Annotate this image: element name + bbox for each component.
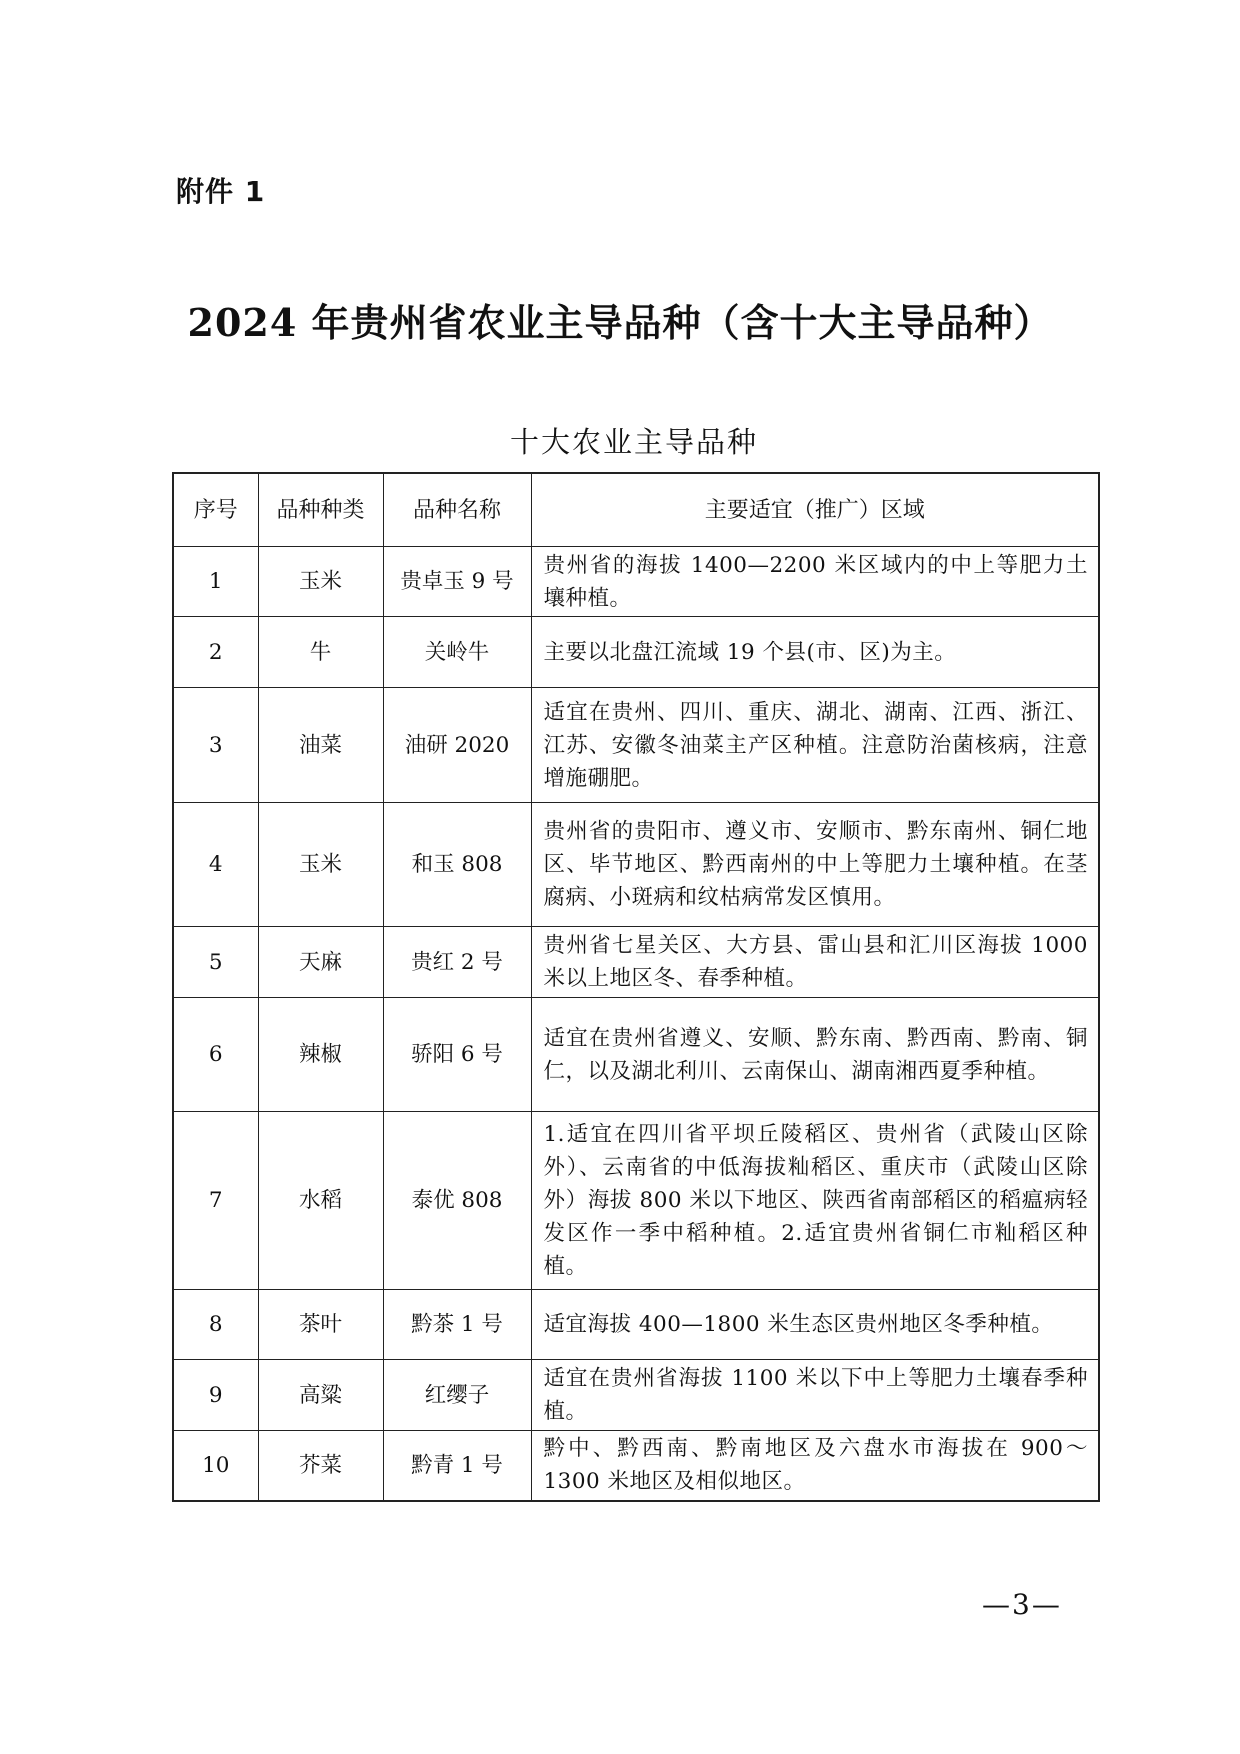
- page-number: —3—: [982, 1588, 1062, 1621]
- table-row: [173, 1112, 1099, 1290]
- cell-serial-number: 9: [173, 1360, 258, 1431]
- table-row: [173, 1360, 1099, 1431]
- cell-variety-category: 辣椒: [258, 998, 383, 1112]
- cell-variety-name: 红缨子: [383, 1360, 531, 1431]
- cell-variety-name: 贵卓玉 9 号: [383, 547, 531, 617]
- cell-serial-number: 8: [173, 1290, 258, 1360]
- cell-serial-number: 6: [173, 998, 258, 1112]
- cell-variety-name: 骄阳 6 号: [383, 998, 531, 1112]
- cell-serial-number: 5: [173, 927, 258, 998]
- cell-variety-name: 油研 2020: [383, 688, 531, 803]
- table-title: 十大农业主导品种: [509, 425, 758, 459]
- table-row: [173, 998, 1099, 1112]
- header-variety-category: 品种种类: [258, 473, 383, 547]
- cell-variety-name: 贵红 2 号: [383, 927, 531, 998]
- varieties-table: [172, 472, 1100, 1502]
- cell-variety-category: 水稻: [258, 1112, 383, 1290]
- table-row: [173, 617, 1099, 688]
- cell-variety-category: 茶叶: [258, 1290, 383, 1360]
- cell-variety-category: 芥菜: [258, 1431, 383, 1501]
- cell-variety-name: 黔青 1 号: [383, 1431, 531, 1501]
- cell-suitable-area: 贵州省七星关区、大方县、雷山县和汇川区海拔 1000 米以上地区冬、春季种植。: [531, 927, 1099, 998]
- cell-suitable-area: 贵州省的海拔 1400—2200 米区域内的中上等肥力土壤种植。: [531, 547, 1099, 617]
- table-row: [173, 927, 1099, 998]
- cell-suitable-area: 适宜海拔 400—1800 米生态区贵州地区冬季种植。: [531, 1290, 1099, 1360]
- header-suitable-area: 主要适宜（推广）区域: [531, 473, 1099, 547]
- cell-variety-category: 油菜: [258, 688, 383, 803]
- cell-suitable-area: 适宜在贵州省海拔 1100 米以下中上等肥力土壤春季种植。: [531, 1360, 1099, 1431]
- cell-suitable-area: 适宜在贵州、四川、重庆、湖北、湖南、江西、浙江、江苏、安徽冬油菜主产区种植。注意防治菌核病，注意增施硼肥。: [531, 688, 1099, 803]
- table-row: [173, 1431, 1099, 1501]
- attachment-label: 附件 1: [176, 175, 266, 208]
- cell-variety-category: 牛: [258, 617, 383, 688]
- cell-serial-number: 1: [173, 547, 258, 617]
- cell-suitable-area: 1.适宜在四川省平坝丘陵稻区、贵州省（武陵山区除外）、云南省的中低海拔籼稻区、重庆市（武陵山区除外）海拔 800 米以下地区、陕西省南部稻区的稻瘟病轻发区作一季中稻种植。2.适宜贵州省铜仁市籼稻区种植。: [531, 1112, 1099, 1290]
- cell-serial-number: 3: [173, 688, 258, 803]
- cell-serial-number: 10: [173, 1431, 258, 1501]
- cell-variety-category: 玉米: [258, 547, 383, 617]
- cell-suitable-area: 贵州省的贵阳市、遵义市、安顺市、黔东南州、铜仁地区、毕节地区、黔西南州的中上等肥力土壤种植。在茎腐病、小斑病和纹枯病常发区慎用。: [531, 803, 1099, 927]
- table-header-row: [173, 473, 1099, 547]
- document-title: 2024 年贵州省农业主导品种（含十大主导品种）: [187, 300, 1053, 345]
- cell-suitable-area: 主要以北盘江流域 19 个县(市、区)为主。: [531, 617, 1099, 688]
- cell-serial-number: 4: [173, 803, 258, 927]
- table-row: [173, 547, 1099, 617]
- cell-variety-name: 泰优 808: [383, 1112, 531, 1290]
- table-row: [173, 1290, 1099, 1360]
- cell-serial-number: 7: [173, 1112, 258, 1290]
- cell-variety-category: 天麻: [258, 927, 383, 998]
- cell-variety-category: 玉米: [258, 803, 383, 927]
- cell-variety-category: 高粱: [258, 1360, 383, 1431]
- cell-serial-number: 2: [173, 617, 258, 688]
- cell-variety-name: 黔茶 1 号: [383, 1290, 531, 1360]
- header-variety-name: 品种名称: [383, 473, 531, 547]
- cell-variety-name: 和玉 808: [383, 803, 531, 927]
- cell-suitable-area: 适宜在贵州省遵义、安顺、黔东南、黔西南、黔南、铜仁，以及湖北利川、云南保山、湖南湘西夏季种植。: [531, 998, 1099, 1112]
- cell-suitable-area: 黔中、黔西南、黔南地区及六盘水市海拔在 900～1300 米地区及相似地区。: [531, 1431, 1099, 1501]
- header-serial-number: 序号: [173, 473, 258, 547]
- table-row: [173, 688, 1099, 803]
- table-row: [173, 803, 1099, 927]
- cell-variety-name: 关岭牛: [383, 617, 531, 688]
